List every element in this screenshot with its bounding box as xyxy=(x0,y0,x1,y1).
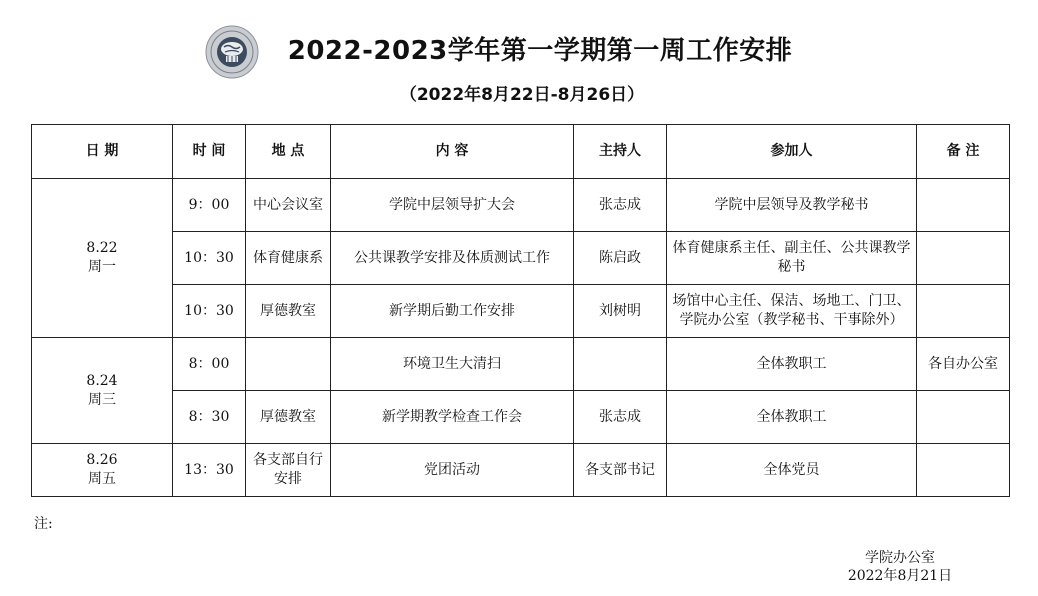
location-cell: 厚德教室 xyxy=(246,391,331,444)
participants-cell: 全体党员 xyxy=(667,444,917,497)
table-row xyxy=(32,179,1010,232)
participants-cell: 学院中层领导及教学秘书 xyxy=(667,179,917,232)
time-cell: 13：30 xyxy=(173,444,246,497)
location-cell: 中心会议室 xyxy=(246,179,331,232)
table-header-row xyxy=(32,125,1010,179)
date-value: 8.22 xyxy=(86,240,118,256)
participants-cell: 全体教职工 xyxy=(667,391,917,444)
content-cell: 环境卫生大清扫 xyxy=(331,338,574,391)
column-header-content: 内 容 xyxy=(331,125,574,179)
participants-cell: 场馆中心主任、保洁、场地工、门卫、学院办公室（教学秘书、干事除外） xyxy=(667,285,917,338)
content-cell: 新学期后勤工作安排 xyxy=(331,285,574,338)
content-cell: 党团活动 xyxy=(331,444,574,497)
date-value: 8.26 xyxy=(86,452,118,468)
content-cell: 新学期教学检查工作会 xyxy=(331,391,574,444)
column-header-date: 日 期 xyxy=(32,125,173,179)
footnote-label: 注: xyxy=(34,516,53,532)
host-cell xyxy=(574,338,667,391)
time-cell: 8：00 xyxy=(173,338,246,391)
host-cell: 各支部书记 xyxy=(574,444,667,497)
page-title: 2022-2023学年第一学期第一周工作安排 xyxy=(287,36,793,66)
column-header-host: 主持人 xyxy=(574,125,667,179)
column-header-participants: 参加人 xyxy=(667,125,917,179)
note-cell xyxy=(917,391,1010,444)
note-cell xyxy=(917,232,1010,285)
participants-cell: 全体教职工 xyxy=(667,338,917,391)
location-cell xyxy=(246,338,331,391)
weekday-value: 周五 xyxy=(88,471,116,487)
table-row xyxy=(32,285,1010,338)
time-cell: 8：30 xyxy=(173,391,246,444)
column-header-location: 地 点 xyxy=(246,125,331,179)
date-cell xyxy=(32,179,173,338)
note-cell xyxy=(917,285,1010,338)
table-row xyxy=(32,391,1010,444)
page-subtitle: （2022年8月22日-8月26日） xyxy=(399,85,645,105)
table-row xyxy=(32,444,1010,497)
location-cell: 厚德教室 xyxy=(246,285,331,338)
signature-office: 学院办公室 xyxy=(865,550,935,566)
host-cell: 张志成 xyxy=(574,391,667,444)
table-row xyxy=(32,232,1010,285)
date-cell xyxy=(32,444,173,497)
table-row xyxy=(32,338,1010,391)
participants-cell: 体育健康系主任、副主任、公共课教学秘书 xyxy=(667,232,917,285)
time-cell: 10：30 xyxy=(173,285,246,338)
content-cell: 公共课教学安排及体质测试工作 xyxy=(331,232,574,285)
signature-date: 2022年8月21日 xyxy=(847,568,953,584)
location-cell: 体育健康系 xyxy=(246,232,331,285)
note-cell: 各自办公室 xyxy=(917,338,1010,391)
content-cell: 学院中层领导扩大会 xyxy=(331,179,574,232)
date-value: 8.24 xyxy=(86,372,118,389)
host-cell: 刘树明 xyxy=(574,285,667,338)
time-cell: 10：30 xyxy=(173,232,246,285)
weekday-value: 周三 xyxy=(88,391,116,408)
host-cell: 张志成 xyxy=(574,179,667,232)
column-header-time: 时 间 xyxy=(173,125,246,179)
column-header-note: 备 注 xyxy=(917,125,1010,179)
date-cell xyxy=(32,338,173,444)
note-cell xyxy=(917,444,1010,497)
note-cell xyxy=(917,179,1010,232)
weekday-value: 周一 xyxy=(88,259,116,275)
schedule-table xyxy=(31,124,1010,497)
time-cell: 9：00 xyxy=(173,179,246,232)
location-cell: 各支部自行安排 xyxy=(246,444,331,497)
signature-block xyxy=(840,549,960,585)
host-cell: 陈启政 xyxy=(574,232,667,285)
